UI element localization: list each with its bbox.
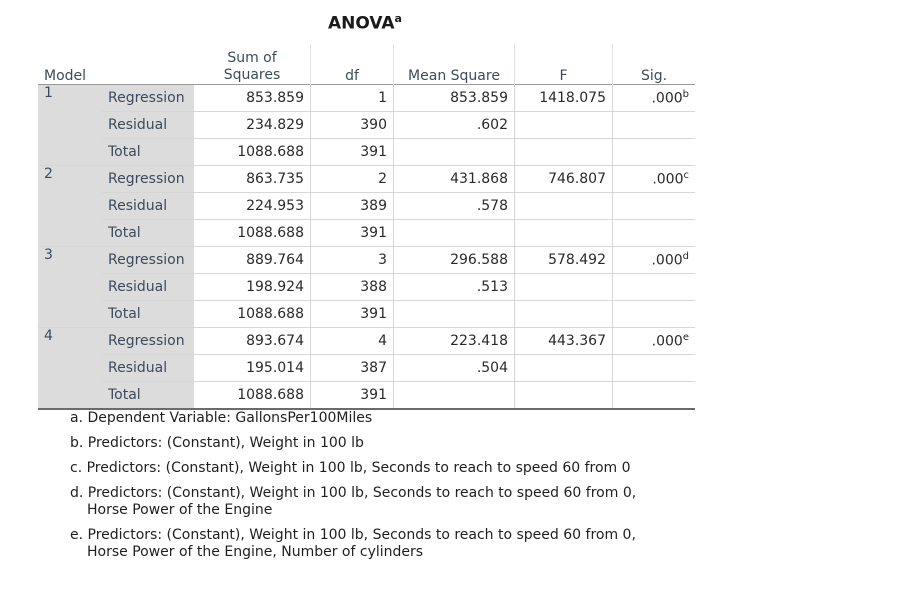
table-title: [0, 12, 730, 34]
cell-df: 390: [311, 112, 394, 139]
cell-f: 578.492: [515, 247, 613, 274]
table-row: [38, 139, 695, 166]
model-number: 1: [38, 85, 102, 166]
cell-df: 388: [311, 274, 394, 301]
title-text: ANOVA: [328, 13, 395, 34]
header-row: [38, 44, 695, 85]
cell-f: 746.807: [515, 166, 613, 193]
sig-footnote-marker: b: [682, 89, 689, 101]
header-f: F: [515, 44, 613, 85]
header-sig: Sig.: [640, 68, 668, 84]
cell-df: 1: [311, 85, 394, 112]
footnote-line: d. Predictors: (Constant), Weight in 100 lb, Seconds to reach to speed 60 from 0,: [70, 485, 637, 501]
cell-sig: [613, 193, 696, 220]
cell-mean-square: .578: [394, 193, 515, 220]
model-number: 2: [38, 166, 102, 247]
row-label: Total: [102, 139, 194, 166]
header-sum-of-squares: Sum of Squares: [194, 44, 311, 85]
cell-f: [515, 193, 613, 220]
footnote: [70, 460, 636, 477]
sig-footnote-marker: d: [682, 251, 689, 263]
cell-sig: [613, 301, 696, 328]
cell-mean-square: 223.418: [394, 328, 515, 355]
row-label: Regression: [102, 328, 194, 355]
cell-f: [515, 301, 613, 328]
row-label: Regression: [102, 166, 194, 193]
cell-df: 391: [311, 139, 394, 166]
cell-sig: [613, 247, 696, 274]
table-row: [38, 247, 695, 274]
cell-sum-of-squares: 224.953: [194, 193, 311, 220]
cell-sum-of-squares: 863.735: [194, 166, 311, 193]
row-label: Regression: [102, 247, 194, 274]
cell-mean-square: 296.588: [394, 247, 515, 274]
title-footnote-marker: a: [394, 12, 402, 25]
cell-sum-of-squares: 889.764: [194, 247, 311, 274]
cell-sig: [613, 274, 696, 301]
cell-sig: [613, 139, 696, 166]
row-label: Residual: [102, 274, 194, 301]
row-label: Total: [102, 382, 194, 410]
anova-table: [38, 44, 695, 410]
footnote: [70, 435, 636, 452]
anova-body: [38, 85, 695, 410]
model-number: 4: [38, 328, 102, 410]
cell-sum-of-squares: 853.859: [194, 85, 311, 112]
cell-sum-of-squares: 234.829: [194, 112, 311, 139]
row-label: Total: [102, 301, 194, 328]
cell-mean-square: 853.859: [394, 85, 515, 112]
cell-df: 389: [311, 193, 394, 220]
row-label: Residual: [102, 193, 194, 220]
footnotes: [70, 410, 636, 569]
cell-f: 443.367: [515, 328, 613, 355]
cell-sum-of-squares: 893.674: [194, 328, 311, 355]
model-number: 3: [38, 247, 102, 328]
row-label: Total: [102, 220, 194, 247]
cell-sig: [613, 328, 696, 355]
sig-footnote-marker: e: [682, 332, 689, 344]
header-model: Model: [44, 68, 87, 84]
footnote-line: b. Predictors: (Constant), Weight in 100 lb: [70, 435, 364, 451]
header-mean-square: Mean Square: [394, 44, 515, 85]
table-row: [38, 166, 695, 193]
header-df: df: [311, 44, 394, 85]
cell-sig: [613, 112, 696, 139]
row-label: Regression: [102, 85, 194, 112]
cell-df: 391: [311, 382, 394, 410]
cell-df: 391: [311, 301, 394, 328]
cell-sum-of-squares: 1088.688: [194, 139, 311, 166]
cell-df: 4: [311, 328, 394, 355]
table-row: [38, 301, 695, 328]
sig-value: .000: [651, 252, 683, 269]
cell-f: [515, 274, 613, 301]
sig-value: .000: [651, 333, 683, 350]
cell-sum-of-squares: 1088.688: [194, 220, 311, 247]
cell-f: 1418.075: [515, 85, 613, 112]
cell-sig: [613, 220, 696, 247]
cell-mean-square: .513: [394, 274, 515, 301]
cell-f: [515, 220, 613, 247]
sig-value: .000: [651, 90, 683, 107]
cell-sum-of-squares: 1088.688: [194, 301, 311, 328]
cell-df: 3: [311, 247, 394, 274]
table-row: [38, 85, 695, 112]
cell-mean-square: .504: [394, 355, 515, 382]
footnote-continuation: Horse Power of the Engine, Number of cylinders: [87, 544, 424, 560]
cell-f: [515, 112, 613, 139]
cell-mean-square: 431.868: [394, 166, 515, 193]
sig-footnote-marker: c: [683, 170, 689, 182]
table-row: [38, 274, 695, 301]
table-row: [38, 193, 695, 220]
row-label: Residual: [102, 355, 194, 382]
cell-sig: [613, 85, 696, 112]
cell-f: [515, 139, 613, 166]
cell-f: [515, 355, 613, 382]
footnote-line: c. Predictors: (Constant), Weight in 100 lb, Seconds to reach to speed 60 from 0: [70, 460, 631, 476]
cell-mean-square: .602: [394, 112, 515, 139]
cell-sum-of-squares: 195.014: [194, 355, 311, 382]
cell-mean-square: [394, 139, 515, 166]
table-row: [38, 220, 695, 247]
cell-mean-square: [394, 220, 515, 247]
cell-mean-square: [394, 382, 515, 410]
footnote: [70, 410, 636, 427]
table-row: [38, 382, 695, 410]
footnote: [70, 527, 636, 561]
footnote-line: a. Dependent Variable: GallonsPer100Miles: [70, 410, 373, 426]
table-row: [38, 112, 695, 139]
cell-sig: [613, 382, 696, 410]
table-row: [38, 328, 695, 355]
sig-value: .000: [652, 171, 684, 188]
cell-sig: [613, 355, 696, 382]
cell-mean-square: [394, 301, 515, 328]
row-label: Residual: [102, 112, 194, 139]
cell-sum-of-squares: 1088.688: [194, 382, 311, 410]
cell-df: 2: [311, 166, 394, 193]
cell-sig: [613, 166, 696, 193]
footnote: [70, 485, 636, 519]
table-row: [38, 355, 695, 382]
cell-sum-of-squares: 198.924: [194, 274, 311, 301]
cell-f: [515, 382, 613, 410]
footnote-line: e. Predictors: (Constant), Weight in 100 lb, Seconds to reach to speed 60 from 0,: [70, 527, 636, 543]
cell-df: 391: [311, 220, 394, 247]
footnote-continuation: Horse Power of the Engine: [87, 502, 273, 518]
cell-df: 387: [311, 355, 394, 382]
